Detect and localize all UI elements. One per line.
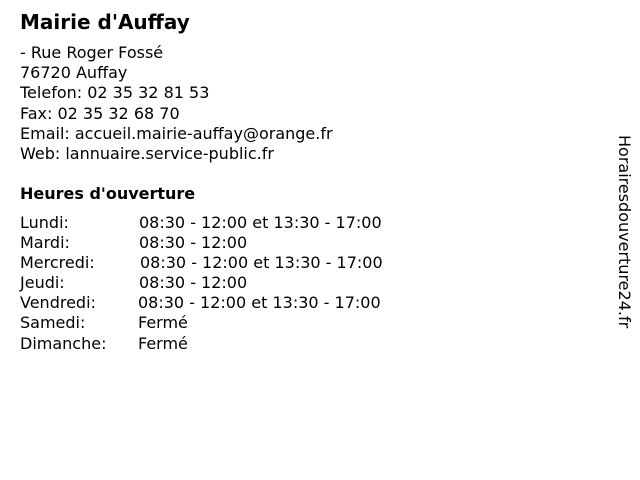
time-value: Fermé <box>138 333 188 353</box>
fax-number: Fax: 02 35 32 68 70 <box>20 103 180 123</box>
phone-number: Telefon: 02 35 32 81 53 <box>20 83 210 103</box>
time-value: 08:30 - 12:00 et 13:30 - 17:00 <box>138 293 381 313</box>
watermark-container <box>610 135 636 375</box>
time-value: 08:30 - 12:00 et 13:30 - 17:00 <box>140 253 383 273</box>
time-value: 08:30 - 12:00 et 13:30 - 17:00 <box>139 213 382 232</box>
address-street: - Rue Roger Fossé <box>20 43 164 62</box>
hours-heading: Heures d'ouverture <box>20 184 196 203</box>
address-city: 76720 Auffay <box>20 63 128 83</box>
contact-block <box>20 43 333 164</box>
time-value: 08:30 - 12:00 <box>139 233 248 253</box>
time-value: 08:30 - 12:00 <box>139 273 248 293</box>
day-label: Lundi: <box>20 213 69 232</box>
day-label: Mardi: <box>20 233 70 253</box>
day-label: Samedi: <box>20 313 86 333</box>
email-address: Email: accueil.mairie-auffay@orange.fr <box>20 123 333 143</box>
day-label: Vendredi: <box>20 293 96 313</box>
day-label: Mercredi: <box>20 253 95 273</box>
day-label: Dimanche: <box>20 333 107 353</box>
site-watermark: Horairesdouverture24.fr <box>615 135 634 329</box>
time-value: Fermé <box>138 313 188 333</box>
day-label: Jeudi: <box>20 273 65 293</box>
website-link: Web: lannuaire.service-public.fr <box>20 143 274 163</box>
page-title: Mairie d'Auffay <box>20 10 190 34</box>
